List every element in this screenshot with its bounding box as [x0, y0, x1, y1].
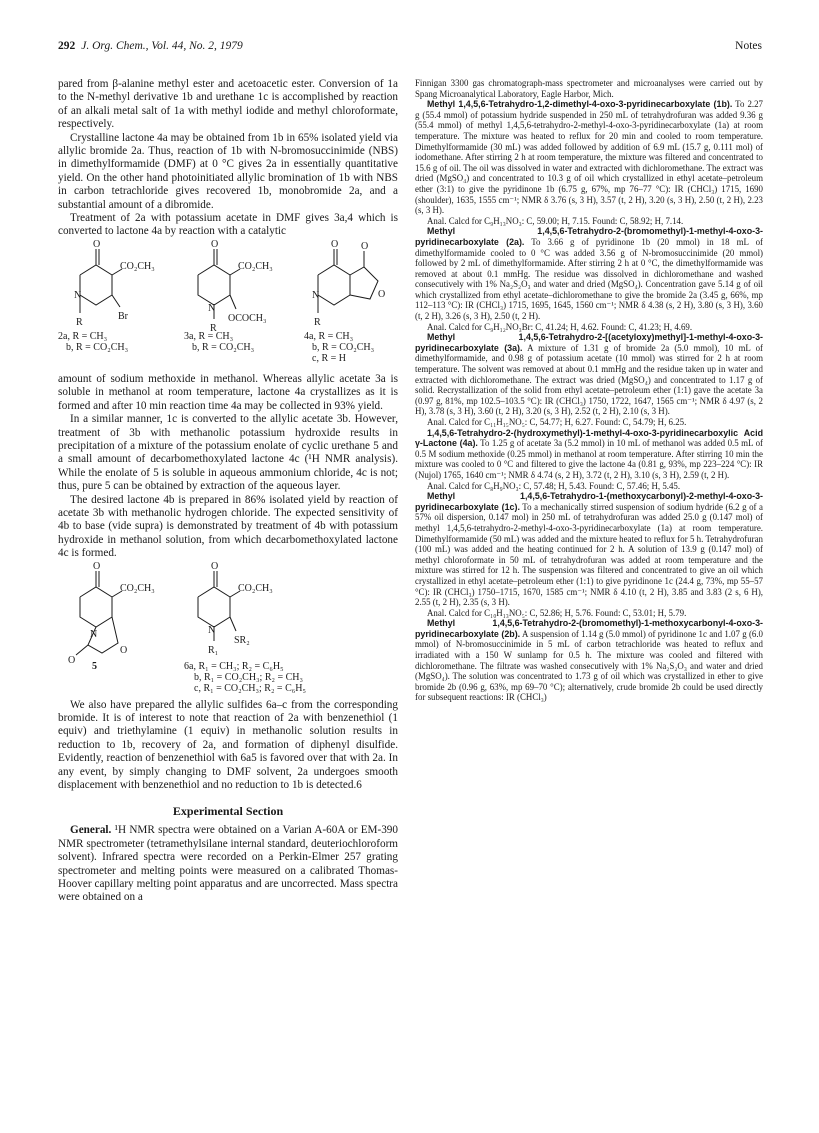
struct2-n: N — [74, 289, 82, 301]
struct3-ococh3: OCOCH₃ — [228, 312, 267, 324]
struct3-n: N — [208, 302, 216, 314]
label-2a: 2a, R = CH₃ — [58, 330, 108, 342]
struct3-co2ch3: CO₂CH₃ — [238, 260, 273, 272]
label-4a: 4a, R = CH₃ — [304, 330, 354, 342]
label-compound-5: 5 — [92, 660, 97, 672]
struct5-o2: O — [68, 654, 76, 666]
label-6a: 6a, R₁ = CH₃; R₂ = C₆H₅ — [184, 660, 284, 672]
bond-6-ch2s — [230, 617, 236, 631]
right-column — [415, 78, 763, 703]
header-left — [58, 40, 243, 52]
ring-5 — [80, 587, 112, 627]
compound-1b-text: To 2.27 g (55.4 mmol) of potassium hydride suspended in 250 mL of tetrahydrofuran was added 9.36 g (55.4 mmol) of methyl 1,4,5,6-tetrahydro-2-methyl-4-oxo-3-pyridinecarboxylate (1a) at room temperature. The mixture was heated to reflux for 20 min and cooled to room temperature. Dimethylformamide (30 mL) was added followed by addition of 6.9 mL (15.7 g, 0.111 mol) of iodomethane. After stirring 2 h at room temperature, the mixture was filtered and concentrated to 15.6 g of oil. The oil was dissolved in water and extracted with dichloromethane. The extract was dried (MgSO₄) and concentrated to 10.3 g of oil which crystallized in ethyl acetate–petroleum ether (3:1) to give the pyridinone 1b (6.75 g, 67%, mp 76–77 °C): IR (CHCl₃) 1715, 1690 (shoulder), 1635, 1555 cm⁻¹; NMR δ 3.76 (s, 3 H), 3.57 (t, 2 H), 3.20 (s, 3 H), 2.50 (t, 2 H), 2.23 (s, 3 H). — [415, 99, 763, 216]
compound-1b-entry — [415, 99, 763, 216]
struct2-o: O — [93, 238, 101, 250]
struct5-n: N — [90, 628, 98, 640]
label-3a: 3a, R = CH₃ — [184, 330, 234, 342]
label-compound-3 — [184, 331, 254, 353]
compound-1c-analysis: Anal. Calcd for C₁₀H₁₃NO₅: C, 52.86; H, 5.76. Found: C, 53.01; H, 5.79. — [427, 607, 687, 618]
compound-2a-analysis: Anal. Calcd for C₉H₁₂NO₃Br: C, 41.24; H, 4.62. Found: C, 41.23; H, 4.69. — [427, 321, 693, 332]
compound-2a-entry — [415, 226, 763, 321]
right-paragraph-0: Finnigan 3300 gas chromatograph-mass spectrometer and microanalyses were carried out by Spang Microanalytical Laboratory, Eagle Harbor, Mich. — [415, 78, 763, 99]
struct5-co2ch3: CO₂CH₃ — [120, 582, 155, 594]
label-compound-2 — [58, 331, 128, 353]
paragraph-2: Crystalline lactone 4a may be obtained from 1b in 65% isolated yield via allylic bromide 2a. Thus, reaction of 1b with N-bromosuccinimide (NBS) in dimethylformamide (DMF) at 0 °C gives 2a in essentially quantitative yield. On the other hand photoinitiated allylic bromination of 1b with NBS in carbon tetrachloride gives recovered 1b, monobromide 2a, and a substantial amount of a dibromide. — [58, 131, 398, 211]
section-label: Notes — [735, 40, 762, 52]
struct6-co2ch3: CO₂CH₃ — [238, 582, 273, 594]
label-compound-6 — [184, 661, 306, 694]
label-4b: b, R = CO₂CH₃ — [312, 341, 375, 353]
experimental-section-title: Experimental Section — [172, 804, 284, 819]
compound-2b-title: Methyl 1,4,5,6-Tetrahydro-2-(bromomethyl)-1-methoxycarbonyl-4-oxo-3-pyridinecarboxylate (2b). — [415, 618, 763, 639]
struct4-n: N — [312, 289, 320, 301]
paragraph-7: We also have prepared the allylic sulfides 6a–c from the corresponding bromide. It is of interest to note that reaction of 2a with benzenethiol (1 equiv) and triethylamine (1 equiv) in methanolic solution results in reduction to 1b, recovery of 2a, and formation of diphenyl disulfide. Evidently, reaction of benzenethiol with 6a5 is favored over that with 2a. In any event, by simply changing to DMF solvent, 2a undergoes smooth displacement with benzenethiol and no reduction to 1b is detected.6 — [58, 698, 398, 791]
struct4-r: R — [314, 316, 321, 328]
compound-1c-text: To a mechanically stirred suspension of sodium hydride (6.2 g of a 57% oil dispersion, 0.147 mol) in 250 mL of tetrahydrofuran was added 25.0 g (0.147 mol) of methyl 1,4,5,6-tetrahydro-2-methyl-4-oxo-3-pyridinecarboxylate (1a) at room temperature. Dimethylformamide (50 mL) was added and the mixture heated to reflux for 5 h. Tetrahydrofuran (100 mL) was added and the heating continued for 2 h. A solution of 13.9 g (0.147 mol) of methyl chloroformate in 50 mL of tetrahydrofuran was added at room temperature and the mixture was stirred for 12 h. The suspension was filtered and concentrated to give an oil which crystallized in ethyl acetate–petroleum ether (1:1) to give pyridinone 1c (24.4 g, 73%, mp 55–57 °C): IR (CHCl₃) 1750–1715, 1670, 1585 cm⁻¹; NMR δ 4.10 (t, 2 H), 3.85 and 3.83 (2 s, 6 H), 2.55 (t, 2 H), 2.35 (s, 3 H). — [415, 501, 763, 608]
label-2b: b, R = CO₂CH₃ — [66, 341, 129, 353]
label-6c: c, R₁ = CO₂CH₃; R₂ = C₆H₅ — [194, 682, 306, 694]
structures-5-6 — [58, 560, 398, 694]
compound-4a-entry — [415, 428, 763, 481]
page-number: 292 — [58, 40, 76, 52]
ring-4 — [318, 265, 350, 305]
structures-2-3-4 — [58, 238, 398, 364]
bond-3-ch2oac — [230, 295, 236, 309]
struct2-co2ch3: CO₂CH₃ — [120, 260, 155, 272]
struct3-o: O — [211, 238, 219, 250]
paragraph-4: amount of sodium methoxide in methanol. Whereas allylic acetate 3a is soluble in methanol at room temperature, lactone 4a crystallizes as it is formed and after 10 min reaction time 4a may be collected in 93% yield. — [58, 372, 398, 412]
compound-3a-analysis: Anal. Calcd for C₁₁H₁₅NO₅: C, 54.77; H, 6.27. Found: C, 54.79; H, 6.25. — [427, 417, 687, 427]
compound-2b-entry — [415, 618, 763, 703]
struct3-r: R — [210, 322, 217, 334]
compound-2a-text: To 3.66 g of pyridinone 1b (20 mmol) in 18 mL of dimethylformamide cooled to 0 °C was added 3.56 g of N-bromosuccinimide (20 mmol) followed by 2 mL of dimethylformamide. After stirring 2 h at 0 °C, the dimethylformamide was removed at about 0.1 mmHg. The residue was dissolved in dichloromethane and washed consecutively with 1% Na₂S₂O₃ and water and dried (MgSO₄). Concentration gave 5.14 g of oil which crystallized from ethyl acetate–dichloromethane to give the bromide 2a (3.45 g, 66%, mp 112–113 °C): IR (CHCl₃) 1715, 1695, 1645, 1560 cm⁻¹; NMR δ 4.38 (s, 2 H), 3.80 (s, 3 H), 3.60 (t, 2 H), 3.26 (s, 3 H), 2.50 (t, 2 H). — [415, 236, 763, 322]
left-column — [58, 78, 398, 905]
label-compound-4 — [304, 331, 374, 364]
struct2-r: R — [76, 316, 83, 328]
compound-1c-entry — [415, 491, 763, 608]
bond-5-urethane-co — [76, 645, 88, 655]
bond-2-ch2br — [112, 295, 120, 307]
general-text: ¹H NMR spectra were obtained on a Varian A-60A or EM-390 NMR spectrometer (tetramethylsilane internal standard, deuteriochloroform solvent). Infrared spectra were recorded on a Perkin-Elmer 257 grating spectrometer and melting points were measured on a calibrated Thomas-Hoover capillary melting point apparatus and are uncorrected. Mass spectra were obtained on a — [58, 824, 398, 904]
struct5-o1: O — [93, 560, 101, 572]
general-lead: General. — [70, 824, 112, 837]
compound-1c-title: Methyl 1,4,5,6-Tetrahydro-1-(methoxycarbonyl)-2-methyl-4-oxo-3-pyridinecarboxylate (1c). — [415, 491, 763, 512]
struct5-o3: O — [120, 644, 128, 656]
struct6-n: N — [208, 624, 216, 636]
paragraph-5: In a similar manner, 1c is converted to the allylic acetate 3b. However, treatment of 3b with methanolic potassium hydroxide results in precipitation of a mixture of the potassium enolate of cyclic urethane 5 and a small amount of decarbomethoxylated lactone 4c (¹H NMR analysis). While the enolate of 5 is soluble in aqueous ammonium chloride, 4c is not; thus, pure 5 can be obtained by extraction of the aqueous layer. — [58, 413, 398, 493]
ring-3 — [198, 265, 230, 305]
label-3b: b, R = CO₂CH₃ — [192, 341, 255, 353]
struct4-o1: O — [331, 238, 339, 250]
ring-6 — [198, 587, 230, 627]
compound-3a-title: Methyl 1,4,5,6-Tetrahydro-2-[(acetyloxy)methyl]-1-methyl-4-oxo-3-pyridinecarboxylate (3a). — [415, 332, 763, 353]
compound-1b-analysis: Anal. Calcd for C₉H₁₃NO₃: C, 59.00; H, 7.15. Found: C, 58.92; H, 7.14. — [427, 215, 684, 226]
struct4-o2: O — [361, 240, 369, 252]
struct6-sr2: SR₂ — [234, 634, 250, 646]
compound-4a-text: To 1.25 g of acetate 3a (5.2 mmol) in 10 mL of methanol was added 0.5 mL of 0.5 M sodium methoxide (0.25 mmol) in methanol at room temperature. After stirring 10 min the mixture was cooled to 0 °C and filtered to give the lactone 4a (0.81 g, 93%, mp 223–224 °C): IR (Nujol) 1765, 1640 cm⁻¹; NMR δ 4.74 (s, 2 H), 3.72 (t, 2 H), 3.10 (s, 3 H), 2.59 (t, 2 H). — [415, 438, 763, 480]
struct6-r1: R₁ — [208, 644, 219, 656]
general-paragraph — [58, 824, 398, 904]
compound-3a-text: A mixture of 1.31 g of bromide 2a (5.0 mmol), 10 mL of dimethylformamide, and 0.98 g of potassium acetate (10 mmol) was stirred for 2 h at room temperature. The solvent was removed at about 0.1 mmHg and the residue taken up in water and extracted with dichloromethane. The extract was dried (MgSO₄) and concentrated to 1.17 g of solid. Recrystallization of the solid from ethyl acetate–petroleum ether (1:1) gave the acetate 3a (0.97 g, 81%, mp 102.5–103.5 °C): IR (CHCl₃) 1750, 1722, 1647, 1565 cm⁻¹; NMR δ 4.97 (s, 2 H), 3.78 (s, 3 H), 3.60 (t, 2 H), 3.20 (s, 3 H), 2.52 (t, 2 H), 2.10 (s, 3 H). — [415, 342, 764, 417]
label-4c: c, R = H — [312, 352, 346, 364]
compound-2b-text: A suspension of 1.14 g (5.0 mmol) of pyridinone 1c and 1.07 g (6.0 mmol) of N-bromosuccinimide in 5 mL of carbon tetrachloride was heated to reflux and irradiated with a 150 W sunlamp for 0.5 h. The mixture was cooled and filtered with dichloromethane. The filtrate was washed consecutively with 1% Na₂S₂O₃ and water and dried (MgSO₄). The solution was concentrated to 1.73 g of oil which was crystallized in ether to give bromide 2b (0.96 g, 63%, mp 69–70 °C); alternatively, crude bromide 2b could be used directly for subsequent reactions: IR (CHCl₃) — [415, 628, 763, 703]
compound-4a-analysis: Anal. Calcd for C₈H₉NO₃: C, 57.48; H, 5.43. Found: C, 57.46; H, 5.45. — [427, 480, 681, 491]
ring-2 — [80, 265, 112, 305]
lactone-ring-4 — [350, 267, 378, 299]
paragraph-6: The desired lactone 4b is prepared in 86% isolated yield by reaction of acetate 3b with methanolic hydrogen chloride. The expected sensitivity of 4b to base (vide supra) is demonstrated by treatment of 4b with potassium hydroxide in methanol solution, from which decarbomethoxylated lactone 4c is formed. — [58, 493, 398, 560]
paragraph-1: pared from β-alanine methyl ester and acetoacetic ester. Conversion of 1a to the N-methyl derivative 1b and urethane 1c is accomplished by reaction of an alkali metal salt of 1a with methyl iodide and methyl chloroformate, respectively. — [58, 78, 398, 131]
compound-4a-title: 1,4,5,6-Tetrahydro-2-(hydroxymethyl)-1-methyl-4-oxo-3-pyridinecarboxylic Acid γ-Lactone (4a). — [415, 427, 763, 449]
label-6b: b, R₁ = CO₂CH₃; R₂ = CH₃ — [194, 671, 304, 683]
struct4-o3: O — [378, 288, 386, 300]
compound-3a-entry — [415, 332, 763, 417]
journal-citation: J. Org. Chem., Vol. 44, No. 2, 1979 — [81, 40, 243, 52]
paragraph-3: Treatment of 2a with potassium acetate in DMF gives 3a,4 which is converted to lactone 4a by reaction with a catalytic — [58, 212, 398, 238]
struct2-br: Br — [118, 310, 128, 322]
struct6-o: O — [211, 560, 219, 572]
compound-1b-title: Methyl 1,4,5,6-Tetrahydro-1,2-dimethyl-4-oxo-3-pyridinecarboxylate (1b). — [427, 99, 733, 110]
compound-2a-title: Methyl 1,4,5,6-Tetrahydro-2-(bromomethyl)-1-methyl-4-oxo-3-pyridinecarboxylate (2a). — [415, 226, 763, 247]
page-header — [58, 40, 762, 56]
